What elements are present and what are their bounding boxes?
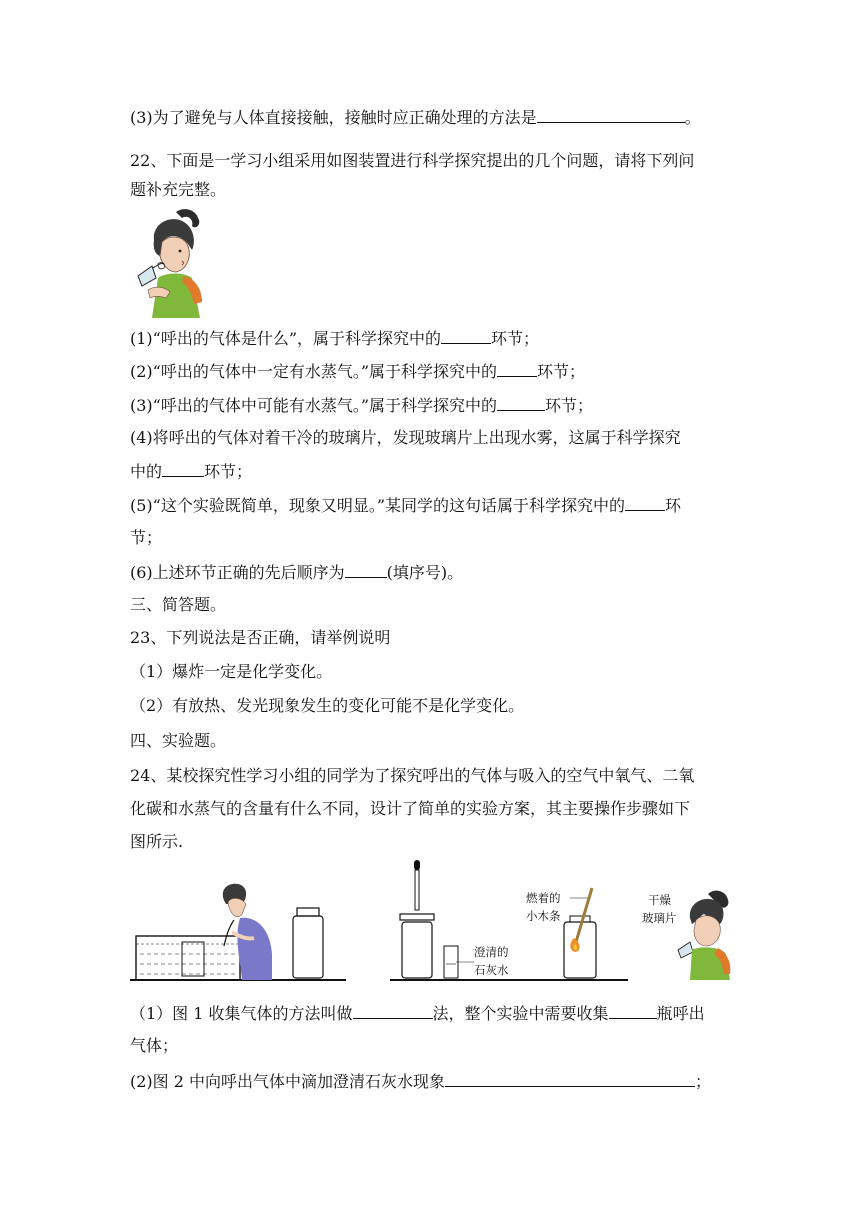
dry-glass-label-1: 干燥 [648, 893, 671, 907]
q24-1-line-1 [130, 1002, 705, 1024]
q24-1-line-2: 气体； [130, 1036, 179, 1055]
limewater-label-2: 石灰水 [474, 963, 509, 977]
q22-4-answer-blank[interactable] [162, 460, 204, 477]
q22-4-text: 中的 [130, 462, 163, 481]
q22-3-answer-blank[interactable] [497, 394, 545, 411]
burning-stick-label-2: 小木条 [526, 909, 561, 923]
q22-6-answer-blank[interactable] [345, 561, 387, 578]
q22-6-line [130, 561, 463, 583]
q22-4-line-2 [130, 460, 252, 482]
q24-2-text: (2)图 2 中向呼出气体中滴加澄清石灰水现象 [130, 1072, 446, 1091]
q22-5-text: (5)“这个实验既简单，现象又明显。”某同学的这句话属于科学探究中的 [130, 496, 626, 515]
q22-3-end: 环节； [545, 396, 594, 415]
q21-3-text: (3)为了避免与人体直接接触，接触时应正确处理的方法是 [130, 108, 537, 127]
q24-stem-line-3: 图所示. [130, 832, 184, 851]
q22-2-answer-blank[interactable] [497, 360, 537, 377]
q22-1-answer-blank[interactable] [441, 327, 491, 344]
limewater-label-1: 澄清的 [474, 945, 509, 959]
q22-4-end: 环节； [204, 462, 253, 481]
q22-stem-line-1: 22、下面是一学习小组采用如图装置进行科学探究提出的几个问题，请将下列问 [130, 151, 695, 170]
q24-2-answer-blank[interactable] [445, 1070, 695, 1087]
q22-2-end: 环节； [537, 362, 586, 381]
q22-stem-line-2: 题补充完整。 [130, 180, 227, 199]
girl-breathing-on-glass-figure [136, 206, 206, 318]
figure-4-dry-glass-test [642, 891, 730, 980]
burning-stick-label-1: 燃着的 [526, 891, 561, 905]
dry-glass-label-2: 玻璃片 [642, 911, 677, 925]
section-4-heading: 四、实验题。 [130, 731, 227, 750]
q22-1-end: 环节； [491, 329, 540, 348]
figure-1-water-collection [130, 884, 346, 980]
q22-5-line-1 [130, 494, 681, 516]
section-3-heading: 三、简答题。 [130, 595, 227, 614]
q24-1-end: 瓶呼出 [656, 1004, 705, 1023]
q21-3-line [130, 106, 701, 128]
q22-5-answer-blank[interactable] [625, 494, 665, 511]
figure-3-burning-stick-test [522, 888, 628, 980]
q22-6-end: (填序号)。 [386, 563, 464, 582]
q22-1-line [130, 327, 539, 349]
q22-2-text: (2)“呼出的气体中一定有水蒸气。”属于科学探究中的 [130, 362, 498, 381]
experiment-steps-figure [130, 858, 734, 986]
q22-3-text: (3)“呼出的气体中可能有水蒸气。”属于科学探究中的 [130, 396, 498, 415]
q24-stem-line-1: 24、某校探究性学习小组的同学为了探究呼出的气体与吸入的空气中氧气、二氧 [130, 766, 695, 785]
q23-stem: 23、下列说法是否正确，请举例说明 [130, 628, 391, 647]
q22-2-line [130, 360, 585, 382]
q24-1-mid-text: 法，整个实验中需要收集 [432, 1004, 609, 1023]
q24-2-line [130, 1070, 711, 1092]
q22-1-text: (1)“呼出的气体是什么”，属于科学探究中的 [130, 329, 442, 348]
q21-3-end: 。 [684, 108, 701, 127]
q21-3-answer-blank[interactable] [537, 106, 685, 123]
q24-1-count-blank[interactable] [609, 1002, 657, 1019]
q24-2-end: ； [695, 1072, 712, 1091]
q22-6-text: (6)上述环节正确的先后顺序为 [130, 563, 345, 582]
empty-gas-bottle [293, 908, 323, 978]
figure-2-limewater-test [390, 860, 522, 980]
q22-5-end: 环 [665, 496, 682, 515]
q24-1-method-blank[interactable] [353, 1002, 433, 1019]
q23-2: （2）有放热、发光现象发生的变化可能不是化学变化。 [130, 696, 525, 715]
q24-1-text: （1）图 1 收集气体的方法叫做 [130, 1004, 353, 1023]
q22-5-line-2: 节； [130, 528, 163, 547]
q24-stem-line-2: 化碳和水蒸气的含量有什么不同，设计了简单的实验方案，其主要操作步骤如下 [130, 799, 691, 818]
q22-4-line-1: (4)将呼出的气体对着干冷的玻璃片，发现玻璃片上出现水雾，这属于科学探究 [130, 428, 681, 447]
q22-3-line [130, 394, 593, 416]
q23-1: （1）爆炸一定是化学变化。 [130, 662, 333, 681]
